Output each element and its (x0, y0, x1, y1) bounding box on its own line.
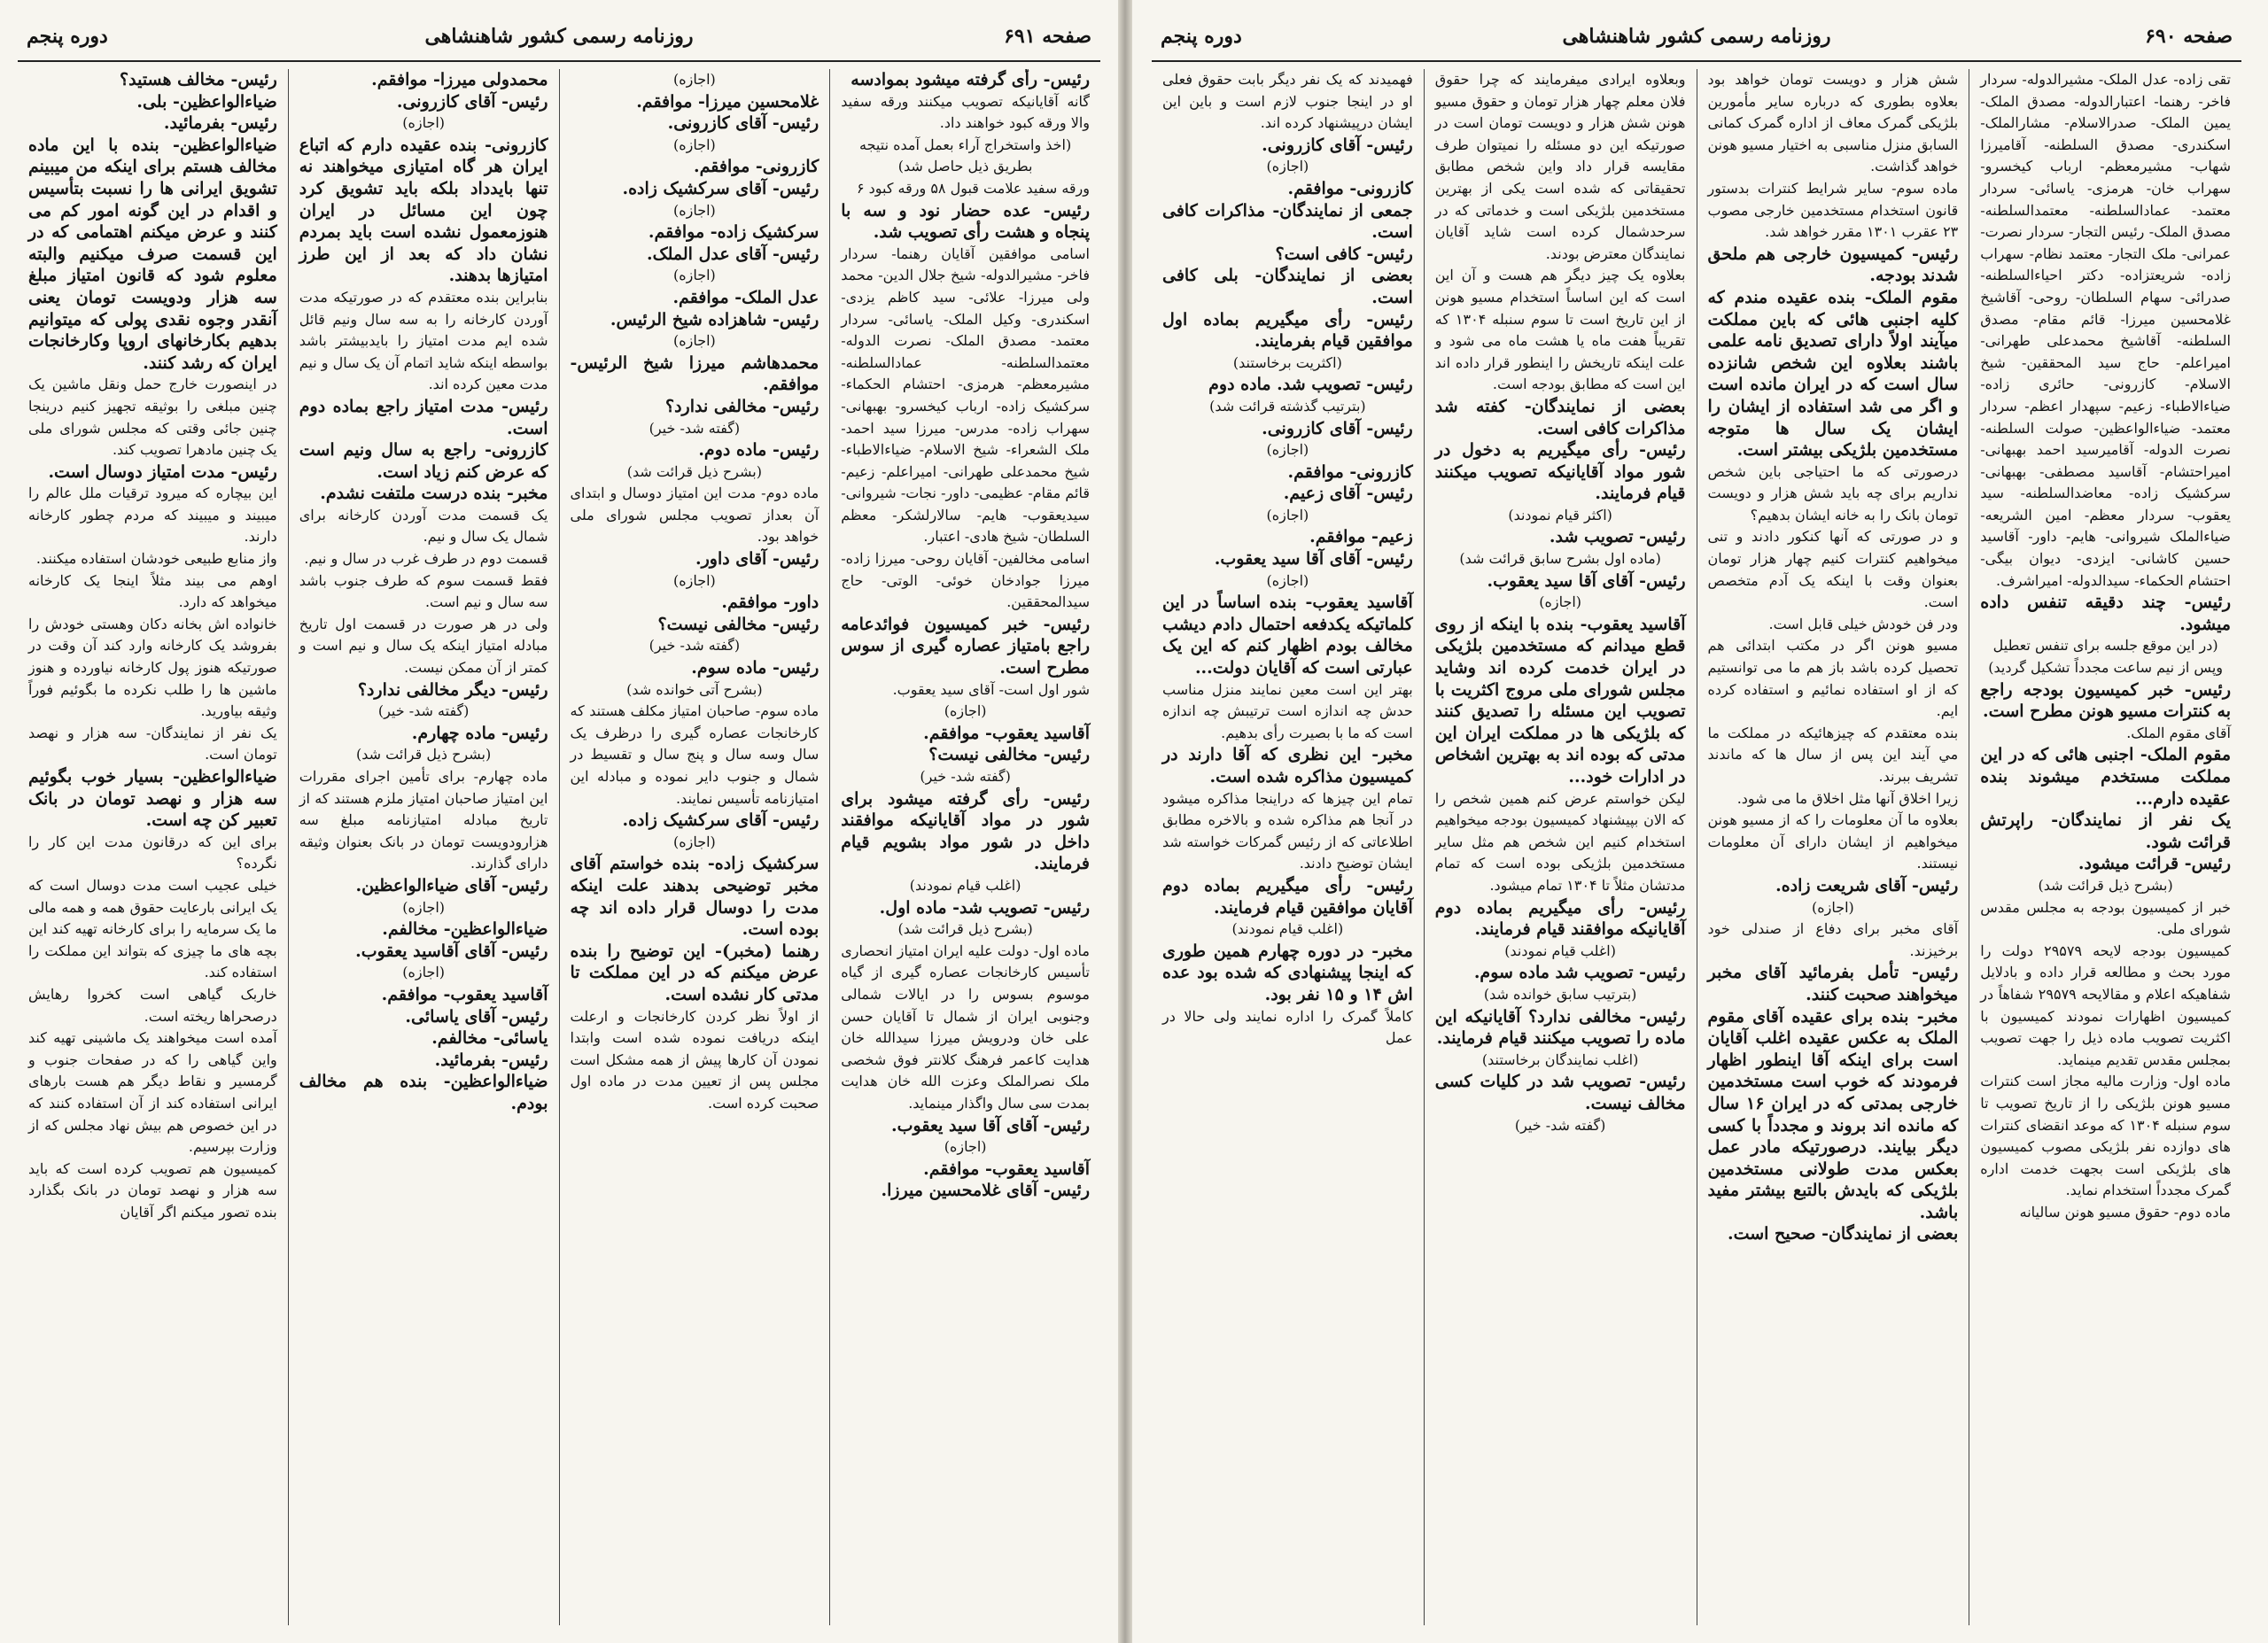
parenthetical-note: (اجازه) (672, 332, 716, 350)
speaker-line: ضیاءالواعظین- بنده هم مخالف بودم. (299, 1072, 548, 1113)
text-column (18, 69, 288, 1625)
paragraph: بعلاوه یک چیز دیگر هم هست و آن این است که این اساساً استخدام مسیو هونن از این تاریخ است تا سوم سنبله ۱۳۰۴ که تقریباً هفت ماه یا هشت ماه می شود و علت اینکه تاریخش را اینطور قرار داده اند این است که مطابق بودجه است. (1434, 267, 1686, 393)
speaker-line: کازرونی- موافقم. (1287, 178, 1413, 198)
parenthetical-note: (گفته شد- خیر) (377, 702, 470, 720)
parenthetical-note: (اغلب نمایندگان برخاستند) (1481, 1050, 1639, 1068)
paragraph: تقی زاده- عدل الملک- مشیرالدوله- سردار فاخر- رهنما- اعتبارالدوله- مصدق الملک- یمین الملک- صدرالاسلام- مشارالملک- اسکندری- مصدق السلطنه- آقامیرزا شهاب- مشیرمعظم- ارباب کیخسرو- سهراب خان- هرمزی- یاسائی- سردار معتمد- عمادالسلطنه- معتمدالسلطنه- مصدق الملک- رئیس التجار- سردار نصرت- عمرانی- ملک التجار- معتمد نظام- سهراب زاده- شریعتزاده- دکتر احیاءالسلطنه- صدرائی- سهام السلطان- روحی- آقاشیخ غلامحسین میرزا- قائم مقام- مصدق السلطنه- آقاشیخ محمدعلی طهرانی- امیراعلم- حاج سید المحققین- شیخ الاسلام- کازرونی- حائری زاده- ضیاءالاطباء- زعیم- سپهدار اعظم- سردار معتمد- ضیاءالواعظین- صولت السلطنه- نصرت الدوله- آقامیرسید احمد بهبهانی- امیراحتشام- آقاسید مصطفی- بهبهانی- سرکشیک زاده- معاضدالسلطنه- سید یعقوب- سردار معظم- امین الشریعه- ضیاءالملک شیروانی- هایم- داور- آقاسید حسین کاشانی- ایزدی- دیوان بیگی- احتشام الحکماء- سیدالدوله- امیراشرف. (1980, 71, 2231, 589)
speaker-line: سرکشیک زاده- موافقم. (648, 222, 819, 243)
speaker-line: آقاسید یعقوب- بنده اساساً در این کلماتیکه یکدفعه احتمال دادم دیشب مخالف بودم اظهار کنم که این یک عبارتی است که آقایان دولت... (1162, 593, 1413, 678)
paragraph: فقط قسمت سوم که طرف جنوب باشد سه سال و نیم است. (299, 571, 548, 611)
parenthetical-note: (گفته شد- خیر) (649, 637, 741, 655)
parenthetical-note: (گفته شد- خیر) (649, 419, 741, 437)
paragraph: فهمیدند که یک نفر دیگر بابت حقوق فعلی او در اینجا جنوب لازم است و باین این ایشان درپیشنهاد کرده اند. (1162, 71, 1413, 132)
speaker-line: رئیس- مخالف هستید؟ (120, 70, 277, 89)
speaker-line: رئیس- مخالفی ندارد؟ آقایانیکه این ماده را تصویب میکنند قیام فرمایند. (1434, 1006, 1686, 1049)
speaker-line: جمعی از نمایندگان- مذاکرات کافی است. (1162, 200, 1413, 243)
speaker-line: رئیس- تصویب شد- ماده اول. (879, 897, 1090, 918)
paragraph: آقای مقوم الملک. (2126, 724, 2231, 741)
speaker-line: آقاسید یعقوب- موافقم. (923, 723, 1090, 743)
paragraph: ماده دوم- مدت این امتیاز دوسال و ابتدای آن بعداز تصویب مجلس شورای ملی خواهد بود. (570, 484, 819, 546)
page-number: صفحه ۶۹۰ (2145, 25, 2233, 48)
parenthetical-note: (اجازه) (944, 702, 987, 720)
text-column (1424, 69, 1697, 1625)
page-header (18, 18, 1100, 62)
speaker-line: رئیس- کمیسیون خارجی هم ملحق شدند بودجه. (1707, 244, 1959, 286)
speaker-line: سرکشیک زاده- بنده خواستم آقای مخبر توضیحی بدهند علت اینکه مدت را دوسال قرار داده اند چه بوده است. (570, 854, 819, 940)
speaker-line: مخبر- بنده درست ملتفت نشدم. (320, 484, 548, 504)
paragraph: ولی در هر صورت در قسمت اول تاریخ مبادله امتیاز اینکه یک سال و نیم است و کمتر از آن ممکن نیست. (299, 615, 548, 677)
parenthetical-note: (اجازه) (1266, 506, 1309, 523)
speaker-line: رئیس- آقای کازرونی. (396, 91, 548, 112)
text-column (1697, 69, 1969, 1625)
speaker-line: کازرونی- موافقم. (694, 157, 819, 177)
parenthetical-note: (اجازه) (402, 898, 446, 916)
speaker-line: رئیس- آقای سرکشیک زاده. (622, 178, 819, 198)
speaker-line: رئیس- آقای داور. (695, 549, 819, 570)
parenthetical-note: (اجازه) (672, 71, 716, 88)
paragraph: وبعلاوه ایرادی میفرمایند که چرا حقوق فلان معلم چهار هزار تومان و حقوق مسیو هونن شش هزار و دویست تومان است در صورتیکه این دو مسئله را نمیتوان طرف مقایسه قرار داد واین شخص مطابق تحقیقاتی که شده است یکی از بهترین مستخدمین بلژیکی است و خدماتی که در سرحدشمال کرده است شاید آقایان نمایندگان معترض بودند. (1434, 71, 1686, 262)
paragraph: ماده چهارم- برای تأمین اجرای مقررات این امتیاز صاحبان امتیاز ملزم هستند که از تاریخ مبادله امتیازنامه مبلغ سه هزارودویست تومان در بانک بعنوان وثیقه دارای گذارند. (299, 768, 548, 872)
speaker-line: رئیس- رأی گرفته میشود بموادسه (850, 70, 1090, 89)
parenthetical-note: (اجازه) (1266, 571, 1309, 589)
speaker-line: رئیس- تصویب شد در کلیات کسی مخالف نیست. (1434, 1072, 1686, 1113)
paragraph: خبر از کمیسیون بودجه به مجلس مقدس شورای ملی. (1980, 898, 2231, 938)
speaker-line: یک نفر از نمایندگان- راپرتش قرائت شود. (1980, 810, 2231, 852)
speaker-line: مقوم الملک- بنده عقیده مندم که کلیه اجنبی هائی که باین مملکت میآیند اولاً دارای تصدیق نامه علمی باشند بعلاوه این شخص شانزده سال است که در ایران مانده است و اگر می شد استفاده از ایشان را ایشان یک سال ها متوجه مستخدمین بلژیکی بیشتر است. (1707, 287, 1959, 461)
speaker-line: رئیس- رأی میگیریم بماده دوم آقایان موافقین قیام فرمایند. (1162, 875, 1413, 918)
paragraph: ماده اول- دولت علیه ایران امتیاز انحصاری تأسیس کارخانجات عصاره گیری از گیاه موسوم بسوس را در ایالات شمالی وجنوبی ایران از شمال تا آقایان حسن علی خان ودرویش میرزا سیدالله خان هدایت کاعمر فرهنگ کلانتر فوق شخصی ملک نصرالملک وعزت الله خان هدایت بمدت سی سال واگذار مینماید. (841, 942, 1090, 1112)
paragraph: بنده معتقدم که چیزهائیکه در مملکت ما مي آیند این پس از سال ها که ماندند تشریف ببرند. (1707, 724, 1959, 785)
paragraph: و در صورتی که آنها کنکور دادند و تنی میخواهیم کنترات کنیم چهار هزار تومان بعنوان وقت با اینکه یک آدم متخصص است. (1707, 528, 1959, 611)
speaker-line: کازرونی- راجع به سال ونیم است که عرض کنم زیاد است. (299, 440, 548, 482)
speaker-line: مخبر- در دوره چهارم همین طوری که اینجا پیشنهادی که شده بود عده اش ۱۴ و ۱۵ نفر بود. (1162, 941, 1413, 1004)
speaker-line: رئیس- آقای غلامحسین میرزا. (881, 1181, 1090, 1201)
parenthetical-note: (اکثر قیام نمودند) (1508, 506, 1612, 523)
paragraph: قسمت دوم در طرف غرب در سال و نیم. (304, 550, 548, 568)
parenthetical-note: (اجازه) (672, 571, 716, 589)
speaker-line: رئیس- خبر کمیسیون بودجه راجع به کنترات مسیو هونن مطرح است. (1980, 679, 2231, 722)
paragraph: شش هزار و دویست تومان خواهد بود بعلاوه بطوری که درباره سایر مأمورین بلژیکی گمرک معاف از اداره گمرک کمانی السابق منزل مناسبی به اختیار مسیو هونن خواهد گذاشت. (1707, 71, 1959, 175)
speaker-line: رئیس- مخالفی نیست؟ (657, 614, 819, 634)
speaker-line: عدل الملک- موافقم. (672, 287, 819, 307)
speaker-line: غلامحسین میرزا- موافقم. (636, 91, 819, 112)
paragraph: آمده است میخواهند یک ماشینی تهیه کند واین گیاهی را که در صفحات جنوب و گرمسیر و نقاط دیگر هم هست بارهای ایرانی استفاده کند از آن استفاده کنند که در این خصوص هم بیش نهاد مجلس که از وزارت بپرسیم. (28, 1029, 277, 1156)
speaker-line: آقاسید یعقوب- موافقم. (923, 1159, 1090, 1179)
parenthetical-note: (اجازه) (402, 964, 446, 981)
text-column (829, 69, 1100, 1625)
speaker-line: ضیاءالواعظین- بسیار خوب بگوئیم سه هزار و نهصد تومان در بانک تعبیر کن چه است. (28, 767, 277, 831)
paragraph: شور اول است- آقای سید یعقوب. (892, 680, 1090, 698)
speaker-line: رهنما (مخبر)- این توضیح را بنده عرض میکنم که در این مملکت تا مدتی کار نشده است. (570, 941, 819, 1004)
speaker-line: رئیس- مدت امتیاز دوسال است. (48, 461, 277, 482)
parenthetical-note: (اجازه) (1539, 593, 1582, 611)
speaker-line: رئیس- رأی گرفته میشود برای شور در مواد آقایانیکه موافقند داخل در شور مواد بشویم قیام فرمایند. (841, 788, 1090, 874)
parenthetical-note: (اجازه) (1266, 441, 1309, 459)
speaker-line: رئیس- آقای عدل الملک. (647, 244, 819, 264)
paragraph: خانواده اش بخانه دکان وهستی خودش را بفروشد یک کارخانه وارد کند آن وقت در صورتیکه هنوز پول کارخانه نیاورده و هنوز ماشین ها را طلب نکرده ما بگوئیم فوراً وثیقه بیاورید. (28, 615, 277, 720)
text-column (1152, 69, 1424, 1625)
paragraph: ماده اول- وزارت مالیه مجاز است کنترات مسیو هونن بلژیکی را از تاریخ تصویب تا سوم سنبله ۱۳۰۴ که موعد انقضای کنترات های دوازده نفر بلژیکی مصوب کمیسیون های بلژیکی است بجهت خدمت اداره گمرک مجدداً استخدام نماید. (1980, 1073, 2231, 1199)
speaker-line: رئیس- چند دقیقه تنفس داده میشود. (1980, 593, 2231, 634)
page-header (1152, 18, 2241, 62)
newspaper-title: روزنامه رسمی کشور شاهنشاهی (1562, 25, 1831, 48)
parenthetical-note: (بشرح آتی خوانده شد) (626, 680, 763, 698)
parenthetical-note: (بشرح ذیل قرائت شد) (356, 746, 492, 763)
speaker-line: رئیس- تصویب شد. ماده دوم (1208, 375, 1413, 395)
speaker-line: بعضی از نمایندگان- کفته شد مذاکرات کافی است. (1434, 396, 1686, 438)
paragraph: بنابراین بنده معتقدم که در صورتیکه مدت آوردن کارخانه را به سه سال ونیم قائل شده ایم مدت امتیاز را بایدبیشتر باشد بواسطه اینکه شاید اتمام آن یک سال و نیم مدت معین کرده اند. (299, 288, 548, 393)
parliament-period: دوره پنجم (27, 25, 108, 48)
speaker-line: ضیاءالواعظین- مخالفم. (382, 919, 548, 940)
speaker-line: محمدهاشم میرزا شیخ الرئیس- موافقم. (570, 353, 819, 395)
speaker-line: ضیاءالواعظین- بلی. (136, 91, 277, 112)
speaker-line: رئیس- رأی میگیریم بماده اول موافقین قیام بفرمایند. (1162, 309, 1413, 352)
right-page (1132, 0, 2268, 1643)
parenthetical-note: (اخذ واستخراج آراء بعمل آمده نتیجه بطریق ذیل حاصل شد) (859, 136, 1072, 175)
speaker-line: مخبر- بنده برای عقیده آقای مقوم الملک به عکس عقیده اغلب آقایان است برای اینکه آقا اینطور اظهار فرمودند که خوب است مستخدمین خارجی بمدتی که در ایران ۱۶ سال که مانده اند بروند و مجدداً با کسی دیگر بیایند. درصورتیکه مادر عمل بعکس مدت طولانی مستخدمین بلژیکی که بایدش بالتبع بیشتر مفید باشد. (1707, 1006, 1959, 1222)
parenthetical-note: (اغلب قیام نمودند) (1231, 920, 1344, 938)
speaker-line: رئیس- بفرمائید. (163, 113, 277, 134)
page-number: صفحه ۶۹۱ (1004, 25, 1091, 48)
paragraph: بهتر این است معین نمایند منزل مناسب حدش چه اندازه است ترتیبش چه اندازه است که ما با بصیرت رأی بدهیم. (1162, 680, 1413, 741)
paragraph: کمیسیون بودجه لایحه ۲۹۵۷۹ دولت را مورد بحث و مطالعه قرار داده و بادلایل شفاهیکه اعلام و مقالایحه ۲۹۵۷۹ شفاهاً در کمیسیون اظهارات نمودند کمیسیون با اکثریت تصویب ماده ذیل را جهت تصویب بمجلس مقدس تقدیم مینماید. (1980, 942, 2232, 1068)
parenthetical-note: (گفته شد- خیر) (1514, 1116, 1606, 1134)
speaker-line: رئیس- آقای آقا سید یعقوب. (1214, 549, 1413, 570)
speaker-line: زعیم- موافقم. (1309, 527, 1413, 547)
speaker-line: رئیس- آقای شریعت زاده. (1775, 875, 1959, 895)
speaker-line: رئیس- آقای کازرونی. (1262, 418, 1413, 438)
speaker-line: کازرونی- بنده عقیده دارم که اتباع ایران هر گاه امتیازی میخواهند نه تنها بایدداد بلکه باید تشویق کرد چون این مسائل در ایران هنوزمعمول نشده است باید بمردم نشان داد که بعد از این طرز امتیازها بدهند. (299, 135, 548, 286)
paragraph: خیلی عجیب است مدت دوسال است که یک ایرانی بارعایت حقوق همه و همه مالی ما یک سرمایه را برای کارخانه تهیه کند این بچه های ما چیزی که بتواند این مملکت را استفاده کند. (28, 876, 277, 981)
parenthetical-note: (اجازه) (672, 267, 716, 284)
speaker-line: رئیس- خبر کمیسیون فوائدعامه راجع بامتیاز عصاره گیری از سوس مطرح است. (841, 614, 1090, 678)
parenthetical-note: (اغلب قیام نمودند) (1504, 942, 1616, 959)
speaker-line: رئیس- ماده دوم. (698, 440, 819, 461)
speaker-line: رئیس- تصویب شد ماده سوم. (1473, 963, 1686, 983)
paragraph: ماده دوم- حقوق مسیو هونن سالیانه (2019, 1203, 2231, 1221)
left-page (0, 0, 1118, 1643)
text-column (559, 69, 830, 1625)
paragraph: از اولاً نظر کردن کارخانجات و ارعلت اینکه دریافت نموده شده است وابتدا نمودن آن کارها پیش از همه مشکل است مجلس پس از تعیین مدت در ماده اول صحبت کرده است. (570, 1007, 819, 1112)
paragraph: ورقه سفید علامت قبول ۵۸ ورقه کبود ۶ (856, 179, 1090, 197)
speaker-line: مخبر- این نظری که آقا دارند در کمیسیون مذاکره شده است. (1162, 745, 1413, 787)
parenthetical-note: (اجازه) (672, 833, 716, 850)
speaker-line: رئیس- تأمل بفرمائید آقای مخبر میخواهند صحبت کنند. (1707, 963, 1959, 1004)
book-gutter (1118, 0, 1132, 1643)
speaker-line: رئیس- شاهزاده شیخ الرئیس. (610, 309, 819, 329)
paragraph: ماده سوم- سایر شرایط کنترات بدستور قانون استخدام مستخدمین خارجی مصوب ۲۳ عقرب ۱۳۰۱ مقرر خواهد شد. (1707, 179, 1959, 241)
parenthetical-note: (بشرح ذیل قرائت شد) (626, 462, 762, 480)
speaker-line: ضیاءالواعظین- بنده با این ماده مخالف هستم برای اینکه من میبینم تشویق ایرانی ها را نسبت بتأسیس و اقدام در این گونه امور کم می کنند و عرض میکنم اهتمامی که در این قسمت صرف میکنیم والبته معلوم شود که قانون امتیاز مبلغ سه هزار ودویست تومان یعنی آنقدر وجوه نقدی پولی که میتوانیم بدهیم بکارخانهای اروپا وکارخانجات ایران که رشد کنند. (28, 135, 277, 373)
speaker-line: رئیس- مخالفی نیست؟ (928, 745, 1090, 765)
parenthetical-note: (اجازه) (1266, 158, 1309, 175)
paragraph: آقای مخبر برای دفاع از صندلی خود برخیزند. (1707, 920, 1959, 959)
speaker-line: رئیس- آقای آقا سید یعقوب. (891, 1115, 1090, 1135)
paragraph: اسامی مخالفین- آقایان روحی- میرزا زاده- میرزا جوادخان خوئی- الوتی- حاج سیدالمحققین. (841, 550, 1090, 611)
speaker-line: مقوم الملک- اجنبی هائی که در این مملکت مستخدم میشوند بنده عقیده دارم... (1980, 745, 2231, 809)
paragraph: گانه آقایانیکه تصویب میکنند ورقه سفید والا ورقه کبود خواهند داد. (841, 92, 1090, 132)
speaker-line: رئیس- آقای زعیم. (1283, 484, 1413, 504)
paragraph: برای این که درقانون مدت این کار را نگرده؟ (28, 833, 277, 872)
speaker-line: آقاسید یعقوب- موافقم. (381, 984, 548, 1004)
parenthetical-note: (بترتیب گذشته قرائت شد) (1209, 397, 1366, 415)
newspaper-title: روزنامه رسمی کشور شاهنشاهی (424, 25, 694, 48)
speaker-line: رئیس- بفرمائید. (434, 1050, 548, 1070)
speaker-line: آقاسید یعقوب- بنده با اینکه از روی قطع میدانم که مستخدمین بلژیکی در ایران خدمت کرده اند وشاید مجلس شورای ملی مروج اکثریت با تصویب این مسئله را تصدیق کنند که بلژیکی ها در مملکت ایران این مدتی که بوده اند به بهترین اشخاص در ادارات خود... (1434, 614, 1686, 787)
speaker-line: بعضی از نمایندگان- بلی کافی است. (1162, 266, 1413, 307)
speaker-line: کازرونی- موافقم. (1287, 461, 1413, 482)
speaker-line: رئیس- آقای کازرونی. (1262, 135, 1413, 155)
parenthetical-note: (اکثریت برخاستند) (1232, 353, 1342, 371)
parenthetical-note: (اجازه) (672, 201, 716, 219)
paragraph: اوهم می بیند مثلاً اینجا یک کارخانه میخواهد که دارد. (28, 571, 277, 611)
speaker-line: رئیس- دیگر مخالفی ندارد؟ (357, 679, 548, 700)
text-column (288, 69, 559, 1625)
paragraph: کاملاً گمرک را اداره نمایند ولی حالا در عمل (1162, 1007, 1413, 1047)
speaker-line: رئیس- رأی میگیریم به دخول در شور مواد آقایانیکه تصویب میکنند قیام فرمایند. (1434, 440, 1686, 504)
parenthetical-note: (ماده اول بشرح سابق قرائت شد) (1459, 550, 1661, 568)
parenthetical-note: (اجازه) (944, 1138, 987, 1156)
paragraph: لیکن خواستم عرض کنم همین شخص را که الان بپیشنهاد کمیسیون بودجه میخواهیم استخدام کنیم این شخص هم مثل سایر مستخدمین بلژیکی بوده است که تمام مدتشان مثلاً تا ۱۳۰۴ تمام میشود. (1434, 789, 1686, 894)
right-columns (1152, 69, 2241, 1625)
parenthetical-note: (اجازه) (1811, 898, 1854, 916)
paragraph: این بیچاره که میرود ترقیات ملل عالم را میبیند و میبیند که مردم چطور کارخانه دارند. (28, 484, 277, 546)
speaker-line: رئیس- آقای آقا سید یعقوب. (1487, 570, 1686, 591)
speaker-line: رئیس- ماده چهارم. (411, 723, 548, 743)
paragraph: کمیسیون هم تصویب کرده است که باید سه هزار و نهصد تومان در بانک بگذارد بنده تصور میکنم اگر آقایان (28, 1159, 277, 1221)
paragraph: اسامی موافقین آقایان رهنما- سردار فاخر- مشیرالدوله- شیخ جلال الدین- محمد ولی میرزا- علائی- سید کاظم یزدی- اسکندری- وکیل الملک- یاسائی- سردار معتمد- مصدق الملک- نصرت الدوله- معتمدالسلطنه- عمادالسلطنه- مشیرمعظم- هرمزی- احتشام الحکماء- سرکشیک زاده- ارباب کیخسرو- بهبهانی- سهراب زاده- مدرس- میرزا سید احمد- ملک الشعراء- شیخ الاسلام- ضیاءالاطباء- شیخ محمدعلی طهرانی- امیراعلم- زعیم- قائم مقام- عظیمی- داور- نجات- شیروانی- سیدیعقوب- هایم- سالارلشکر- معظم السلطان- شیخ هادی- اعتبار. (841, 244, 1090, 546)
speaker-line: رئیس- آقای سرکشیک زاده. (622, 810, 819, 831)
speaker-line: رئیس- کافی است؟ (1275, 244, 1413, 264)
speaker-line: رئیس- مدت امتیاز راجع بماده دوم است. (299, 396, 548, 438)
parenthetical-note: (بترتیب سابق خوانده شد) (1483, 985, 1637, 1003)
speaker-line: رئیس- آقای آقاسید یعقوب. (355, 941, 548, 961)
paragraph: مسیو هونن اگر در مکتب ابتدائی هم تحصیل کرده باشد باز هم ما می توانستیم که از او استفاده نمائیم و استفاده کرده ایم. (1707, 637, 1959, 720)
parenthetical-note: (بشرح ذیل قرائت شد) (2038, 876, 2173, 894)
speaker-line: رئیس- رأی میگیریم بماده دوم آقایانیکه موافقند قیام فرمایند. (1434, 897, 1686, 940)
speaker-line: رئیس- تصویب شد. (1549, 527, 1686, 547)
speaker-line: رئیس- آقای ضیاءالواعظین. (355, 875, 548, 895)
speaker-line: رئیس- قرائت میشود. (2078, 854, 2231, 874)
paragraph: ودر فن خودش خیلی قابل است. (1768, 615, 1959, 632)
paragraph: درصورتی که ما احتیاجی باین شخص نداریم برای چه باید شش هزار و دویست تومان بانک را به خانه ایشان بدهیم؟ (1707, 462, 1959, 523)
paragraph: زیرا اخلاق آنها مثل اخلاق ما می شود. (1736, 789, 1959, 807)
parliament-period: دوره پنجم (1161, 25, 1242, 48)
speaker-line: رئیس- آقای کازرونی. (667, 113, 819, 134)
parenthetical-note: (اجازه) (402, 114, 446, 132)
speaker-line: یاسائی- مخالفم. (431, 1028, 548, 1049)
parenthetical-note: (اغلب قیام نمودند) (909, 876, 1021, 894)
parenthetical-note: (در این موقع جلسه برای تنفس تعطیل وپس از نیم ساعت مجدداً تشکیل گردید) (1988, 637, 2224, 677)
paragraph: در اینصورت خارج حمل ونقل ماشین یک چنین مبلغی را بوثیقه تجهیز کنیم درینجا چنین جائی وقتی که مجلس شورای ملی یک چنین مادهرا تصویب کند. (28, 376, 277, 459)
parenthetical-note: (بشرح ذیل قرائت شد) (897, 920, 1033, 938)
speaker-line: رئیس- عده حضار نود و سه با پنجاه و هشت رأی تصویب شد. (841, 200, 1090, 243)
paragraph: واز منابع طبیعی خودشان استفاده میکنند. (35, 550, 277, 568)
paragraph: یک نفر از نمایندگان- سه هزار و نهصد تومان است. (28, 724, 277, 763)
paragraph: یک قسمت مدت آوردن کارخانه برای شمال یک سال و نیم. (299, 506, 548, 546)
paragraph: تمام این چیزها که دراینجا مذاکره میشود در آنجا هم مذاکره شده و بالاخره مطابق اطلاعاتی که از رئیس گمرکات خواسته شد ایشان توضیح دادند. (1162, 789, 1413, 872)
speaker-line: داور- موافقم. (721, 593, 819, 613)
text-column (1969, 69, 2241, 1625)
speaker-line: رئیس- آقای یاسائی. (405, 1006, 548, 1027)
speaker-line: بعضی از نمایندگان- صحیح است. (1727, 1224, 1959, 1244)
left-columns (18, 69, 1100, 1625)
parenthetical-note: (گفته شد- خیر) (920, 768, 1011, 785)
paragraph: خاربک گیاهی است کخروا رهایش درصحراها ریخته است. (28, 985, 277, 1025)
speaker-line: محمدولی میرزا- موافقم. (371, 70, 548, 89)
paragraph: بعلاوه ما آن معلومات را که از مسیو هونن میخواهیم از ایشان دارای آن معلومات نیستند. (1707, 811, 1959, 872)
paragraph: ماده سوم- صاحبان امتیاز مکلف هستند که کارخانجات عصاره گیری را درظرف یک سال وسه سال و پنج سال و تقسیط در شمال و جنوب دایر نموده و مبادله این امتیازنامه تأسیس نمایند. (570, 702, 819, 807)
parenthetical-note: (اجازه) (672, 136, 716, 153)
speaker-line: رئیس- ماده سوم. (691, 658, 819, 678)
speaker-line: رئیس- مخالفی ندارد؟ (664, 396, 819, 416)
